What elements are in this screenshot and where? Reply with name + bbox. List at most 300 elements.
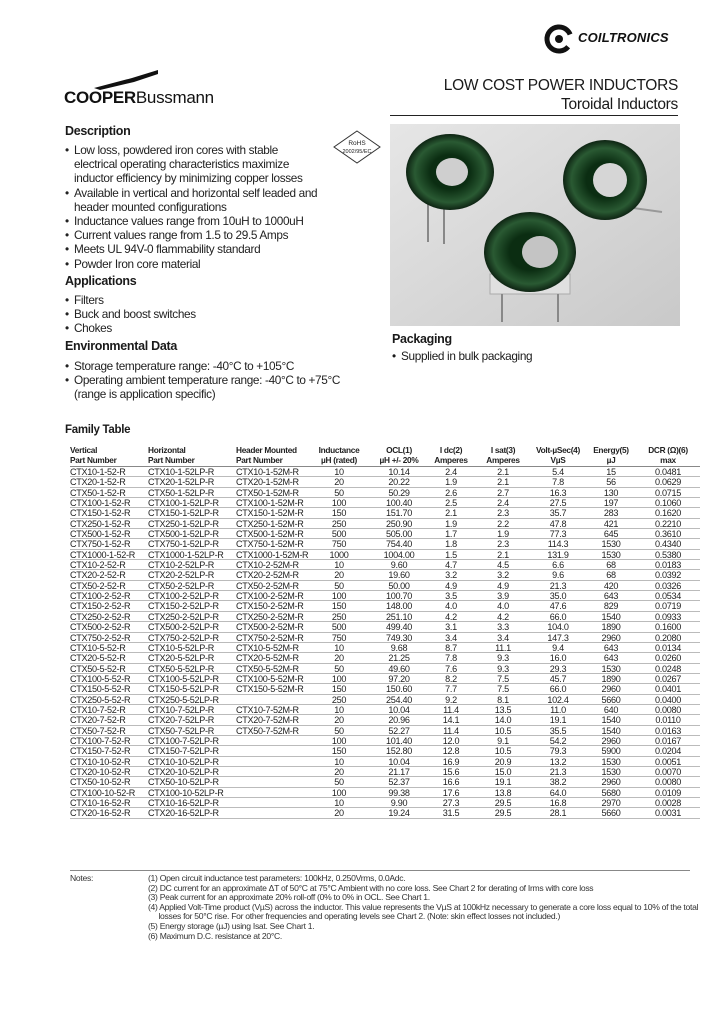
table-cell: CTX500-1-52-R: [70, 529, 131, 540]
table-cell: 49.60: [388, 663, 410, 674]
table-cell: 0.0183: [654, 560, 681, 571]
table-cell: 0.0719: [654, 601, 681, 612]
table-cell: 754.40: [385, 539, 412, 550]
table-cell: 3.5: [445, 591, 457, 602]
table-cell: 197: [603, 498, 619, 509]
table-cell: 10.14: [388, 467, 410, 477]
table-row: [70, 519, 700, 529]
table-cell: CTX1000-1-52LP-R: [148, 549, 224, 560]
table-cell: 50.00: [388, 580, 410, 591]
table-cell: 2.2: [497, 518, 509, 529]
table-cell: 50: [334, 777, 344, 788]
table-cell: 750: [331, 539, 347, 550]
table-cell: 10.04: [388, 756, 410, 767]
table-row: [70, 788, 700, 798]
table-cell: 0.0163: [654, 725, 681, 736]
table-cell: 1530: [601, 756, 621, 767]
table-row: [70, 601, 700, 611]
table-cell: CTX50-5-52M-R: [236, 663, 299, 674]
table-cell: 645: [603, 529, 619, 540]
table-cell: 150: [331, 684, 347, 695]
table-cell: 251.10: [385, 611, 412, 622]
table-cell: 66.0: [549, 684, 567, 695]
table-cell: 16.6: [442, 777, 460, 788]
table-cell: CTX750-2-52M-R: [236, 632, 304, 643]
table-cell: 19.60: [388, 570, 410, 581]
table-cell: 10.5: [494, 725, 512, 736]
table-cell: 79.3: [549, 746, 567, 757]
table-cell: 0.0080: [654, 777, 681, 788]
table-cell: 131.9: [547, 549, 569, 560]
table-cell: 29.5: [494, 808, 512, 819]
table-cell: 50: [334, 580, 344, 591]
table-cell: 250: [331, 694, 347, 705]
table-cell: 16.8: [549, 798, 567, 808]
table-cell: CTX10-5-52LP-R: [148, 642, 215, 653]
table-cell: 2960: [601, 632, 621, 643]
application-item: • Chokes: [65, 321, 196, 335]
table-cell: CTX10-16-52-R: [70, 798, 131, 808]
table-cell: CTX50-10-52LP-R: [148, 777, 219, 788]
table-row: [70, 746, 700, 756]
table-cell: 54.2: [549, 735, 567, 746]
table-cell: 2960: [601, 777, 621, 788]
coiltronics-wordmark: COILTRONICS: [578, 30, 669, 45]
table-cell: 500: [331, 622, 347, 633]
table-row: [70, 488, 700, 498]
environmental-list: [65, 359, 340, 402]
table-cell: 10.04: [388, 704, 410, 715]
table-cell: 750: [331, 632, 347, 643]
table-cell: CTX100-5-52M-R: [236, 673, 304, 684]
table-cell: CTX20-10-52-R: [70, 766, 131, 777]
table-cell: 10: [334, 704, 344, 715]
table-row: [70, 726, 700, 736]
table-cell: 20.9: [494, 756, 512, 767]
application-item: • Filters: [65, 293, 196, 307]
table-row: [70, 612, 700, 622]
table-row: [70, 664, 700, 674]
table-cell: CTX20-16-52LP-R: [148, 808, 219, 819]
table-cell: 9.2: [445, 694, 457, 705]
table-cell: CTX500-1-52LP-R: [148, 529, 219, 540]
table-cell: 9.3: [497, 653, 509, 664]
table-cell: 17.6: [442, 787, 460, 798]
note-item: (1) Open circuit inductance test parameters: 100kHz, 0.250Vrms, 0.0Adc.: [148, 873, 406, 883]
table-cell: 5900: [601, 746, 621, 757]
description-item: • Inductance values range from 10uH to 1000uH: [65, 214, 317, 228]
table-cell: 8.2: [445, 673, 457, 684]
table-cell: 9.3: [497, 663, 509, 674]
table-cell: 31.5: [442, 808, 460, 819]
table-cell: 148.00: [385, 601, 412, 612]
table-cell: 2.1: [497, 477, 509, 488]
table-cell: 4.2: [497, 611, 509, 622]
table-cell: CTX10-7-52M-R: [236, 704, 299, 715]
table-cell: 28.1: [549, 808, 567, 819]
title-block: [378, 76, 678, 114]
table-cell: 0.1060: [654, 498, 681, 509]
table-cell: CTX500-2-52LP-R: [148, 622, 219, 633]
environmental-item: • Operating ambient temperature range: -40°C to +75°C (range is application specific): [65, 373, 340, 401]
table-header-cell: I sat(3) Amperes: [486, 445, 520, 465]
table-row: [70, 539, 700, 549]
table-cell: CTX20-2-52-R: [70, 570, 126, 581]
table-row: [70, 622, 700, 632]
table-cell: 4.0: [445, 601, 457, 612]
table-cell: 99.38: [388, 787, 410, 798]
table-cell: 1.9: [445, 518, 457, 529]
table-cell: 20: [334, 808, 344, 819]
table-cell: 11.4: [443, 704, 459, 715]
table-cell: 1.5: [445, 549, 457, 560]
table-cell: CTX20-7-52LP-R: [148, 715, 215, 726]
table-row: [70, 736, 700, 746]
table-cell: 2.1: [497, 467, 509, 477]
table-cell: CTX100-7-52LP-R: [148, 735, 219, 746]
coiltronics-logo: [544, 22, 694, 54]
table-cell: CTX50-2-52M-R: [236, 580, 299, 591]
table-cell: 15.6: [442, 766, 460, 777]
table-cell: 1530: [601, 539, 621, 550]
table-cell: CTX50-1-52M-R: [236, 487, 299, 498]
table-cell: 35.5: [549, 725, 567, 736]
table-cell: 0.0134: [654, 642, 681, 653]
family-table-heading: Family Table: [65, 424, 131, 436]
table-cell: 100: [331, 735, 347, 746]
table-cell: 0.0260: [654, 653, 681, 664]
packaging-heading: Packaging: [392, 332, 452, 346]
table-cell: 2.7: [497, 487, 509, 498]
table-cell: CTX150-2-52M-R: [236, 601, 304, 612]
table-cell: 9.4: [552, 642, 564, 653]
table-cell: CTX150-5-52-R: [70, 684, 131, 695]
table-cell: 0.2210: [654, 518, 681, 529]
table-cell: 1.9: [497, 529, 509, 540]
table-cell: 4.2: [445, 611, 457, 622]
table-cell: 2.1: [497, 549, 509, 560]
table-cell: CTX1000-1-52-R: [70, 549, 136, 560]
table-cell: 1.9: [445, 477, 457, 488]
table-cell: 11.4: [443, 725, 459, 736]
table-cell: 66.0: [549, 611, 567, 622]
table-cell: 421: [603, 518, 619, 529]
table-cell: 4.0: [497, 601, 509, 612]
rohs-line2: 2002/95/EC: [342, 149, 372, 155]
table-cell: 1.7: [445, 529, 457, 540]
table-cell: 0.0534: [654, 591, 681, 602]
table-cell: CTX20-1-52M-R: [236, 477, 299, 488]
table-row: [70, 498, 700, 508]
table-cell: 2960: [601, 735, 621, 746]
table-cell: 254.40: [385, 694, 412, 705]
note-item: (6) Maximum D.C. resistance at 20°C.: [148, 930, 282, 941]
table-cell: 104.0: [547, 622, 569, 633]
table-cell: 643: [603, 591, 619, 602]
table-cell: 47.6: [549, 601, 567, 612]
table-cell: 4.7: [445, 560, 457, 571]
table-cell: 97.20: [388, 673, 410, 684]
table-cell: CTX250-5-52LP-R: [148, 694, 219, 705]
table-cell: CTX50-10-52-R: [70, 777, 131, 788]
table-cell: CTX500-1-52M-R: [236, 529, 304, 540]
description-item: • Low loss, powdered iron cores with stable electrical operating characteristics maximize inductor efficiency by minimizing copper losses: [65, 143, 317, 186]
table-cell: CTX100-7-52-R: [70, 735, 131, 746]
table-cell: CTX20-2-52LP-R: [148, 570, 215, 581]
table-cell: 10: [334, 467, 344, 477]
table-cell: 7.6: [445, 663, 457, 674]
table-cell: CTX50-7-52M-R: [236, 725, 299, 736]
note-item: losses for 50°C rise. For other frequencies and operating levels see Chart 2. (Note: skin effect losses not included.): [148, 911, 561, 922]
table-cell: 9.60: [390, 560, 408, 571]
table-header-cell: Inductance µH (rated): [318, 445, 360, 465]
table-cell: 0.1600: [654, 622, 681, 633]
table-cell: CTX10-10-52-R: [70, 756, 131, 767]
table-row: [70, 684, 700, 694]
table-row: [70, 767, 700, 777]
table-cell: 3.2: [497, 570, 509, 581]
table-cell: 3.4: [445, 632, 457, 643]
table-cell: 11.0: [550, 704, 566, 715]
table-cell: CTX150-2-52-R: [70, 601, 131, 612]
table-cell: 1540: [601, 611, 621, 622]
notes-section: [70, 870, 699, 941]
table-cell: 250: [331, 518, 347, 529]
packaging-list: [392, 349, 532, 363]
table-cell: 3.2: [445, 570, 457, 581]
table-cell: 0.0392: [654, 570, 681, 581]
table-cell: 420: [603, 580, 619, 591]
table-cell: 150: [331, 508, 347, 519]
table-cell: 1540: [601, 725, 621, 736]
table-cell: 829: [603, 601, 619, 612]
table-cell: CTX50-5-52LP-R: [148, 663, 215, 674]
table-cell: 68: [606, 570, 616, 581]
table-cell: CTX250-1-52M-R: [236, 518, 304, 529]
description-item: • Meets UL 94V-0 flammability standard: [65, 242, 317, 256]
table-cell: CTX50-7-52-R: [70, 725, 126, 736]
application-item: • Buck and boost switches: [65, 307, 196, 321]
table-cell: 21.3: [549, 766, 567, 777]
rohs-line1: RoHS: [348, 140, 366, 147]
table-cell: 152.80: [385, 746, 412, 757]
table-cell: CTX20-7-52M-R: [236, 715, 299, 726]
table-cell: CTX100-1-52M-R: [236, 498, 304, 509]
table-cell: CTX20-16-52-R: [70, 808, 131, 819]
table-cell: 4.9: [497, 580, 509, 591]
table-cell: CTX10-7-52LP-R: [148, 704, 215, 715]
table-cell: 0.0031: [654, 808, 681, 819]
table-cell: 100: [331, 673, 347, 684]
table-cell: 27.3: [442, 798, 460, 808]
table-cell: 0.3610: [654, 529, 681, 540]
applications-list: [65, 293, 196, 336]
table-cell: 2.6: [445, 487, 457, 498]
table-cell: CTX20-5-52M-R: [236, 653, 299, 664]
table-cell: CTX100-2-52LP-R: [148, 591, 219, 602]
table-cell: CTX20-10-52LP-R: [148, 766, 219, 777]
table-cell: CTX10-1-52M-R: [236, 467, 299, 477]
table-cell: CTX100-2-52-R: [70, 591, 131, 602]
table-cell: 15: [606, 467, 616, 477]
table-cell: 13.2: [549, 756, 567, 767]
table-cell: 1540: [601, 715, 621, 726]
table-cell: 45.7: [549, 673, 567, 684]
table-cell: 10: [334, 756, 344, 767]
table-cell: 9.6: [552, 570, 564, 581]
table-cell: 2.3: [497, 508, 509, 519]
table-cell: 100: [331, 498, 347, 509]
table-cell: 10.5: [494, 746, 512, 757]
table-cell: 35.0: [549, 591, 567, 602]
table-cell: 0.0481: [654, 467, 681, 477]
cooper-bussmann-logo: [64, 68, 254, 110]
table-row: [70, 550, 700, 560]
table-cell: 7.7: [445, 684, 457, 695]
table-cell: 5660: [601, 694, 621, 705]
table-cell: 2.4: [445, 467, 457, 477]
table-row: [70, 570, 700, 580]
table-cell: 130: [603, 487, 619, 498]
environmental-item: • Storage temperature range: -40°C to +105°C: [65, 359, 340, 373]
table-cell: 16.3: [549, 487, 567, 498]
table-cell: 1000: [329, 549, 349, 560]
table-cell: CTX250-5-52-R: [70, 694, 131, 705]
family-table: [70, 445, 700, 819]
table-cell: 150: [331, 746, 347, 757]
table-cell: 1890: [601, 673, 621, 684]
table-cell: 0.0933: [654, 611, 681, 622]
table-cell: CTX750-1-52-R: [70, 539, 131, 550]
table-cell: CTX150-1-52-R: [70, 508, 131, 519]
table-cell: 19.1: [549, 715, 567, 726]
table-cell: 7.8: [552, 477, 564, 488]
table-cell: 1530: [601, 663, 621, 674]
table-cell: 100.40: [385, 498, 412, 509]
table-body: [70, 467, 700, 819]
table-header-cell: Vertical Part Number: [70, 445, 117, 465]
table-cell: 20: [334, 715, 344, 726]
page-subtitle: Toroidal Inductors: [561, 96, 678, 113]
table-cell: 10: [334, 642, 344, 653]
table-cell: 0.0051: [654, 756, 681, 767]
table-cell: CTX20-7-52-R: [70, 715, 126, 726]
table-row: [70, 477, 700, 487]
table-cell: 21.3: [549, 580, 567, 591]
table-cell: 8.7: [445, 642, 457, 653]
table-cell: CTX50-1-52LP-R: [148, 487, 215, 498]
table-cell: CTX100-5-52-R: [70, 673, 131, 684]
table-cell: 35.7: [549, 508, 567, 519]
table-header: [70, 445, 700, 467]
table-cell: CTX100-10-52-R: [70, 787, 136, 798]
table-cell: 50: [334, 725, 344, 736]
table-cell: CTX10-1-52LP-R: [148, 467, 215, 477]
table-cell: CTX750-2-52-R: [70, 632, 131, 643]
table-cell: CTX150-5-52M-R: [236, 684, 304, 695]
table-header-cell: Energy(5) µJ: [593, 445, 629, 465]
coiltronics-mark-icon: [544, 24, 574, 54]
table-cell: 4.9: [445, 580, 457, 591]
table-cell: 9.90: [390, 798, 408, 808]
table-cell: 50: [334, 663, 344, 674]
table-cell: 0.0110: [655, 715, 681, 726]
table-cell: CTX100-5-52LP-R: [148, 673, 219, 684]
table-cell: 3.3: [497, 622, 509, 633]
table-cell: 0.0080: [654, 704, 681, 715]
table-cell: 8.1: [497, 694, 509, 705]
table-cell: 0.0167: [654, 735, 681, 746]
table-cell: CTX10-10-52LP-R: [148, 756, 219, 767]
table-cell: 50.29: [388, 487, 410, 498]
table-cell: 1530: [601, 549, 621, 560]
note-item: (4) Applied Volt-Time product (VµS) across the inductor. This value represents the VµS at 100kHz necessary to generate a core loss equal to 10% of the total: [148, 901, 699, 912]
title-rule: [390, 115, 678, 116]
table-cell: 0.0028: [654, 798, 681, 808]
table-cell: 9.1: [497, 735, 509, 746]
product-photo: [390, 124, 680, 326]
table-cell: 50: [334, 487, 344, 498]
table-cell: CTX10-2-52-R: [70, 560, 126, 571]
table-cell: 100: [331, 591, 347, 602]
cooper-wordmark: COOPERBussmann: [64, 88, 214, 107]
table-cell: 12.8: [442, 746, 460, 757]
table-cell: CTX20-5-52LP-R: [148, 653, 215, 664]
table-cell: 47.8: [549, 518, 567, 529]
table-row: [70, 808, 700, 818]
table-cell: CTX10-7-52-R: [70, 704, 126, 715]
table-cell: 250.90: [385, 518, 412, 529]
table-cell: 29.3: [549, 663, 567, 674]
table-cell: 20: [334, 477, 344, 488]
table-cell: CTX10-5-52-R: [70, 642, 126, 653]
table-cell: 100: [331, 787, 347, 798]
table-cell: 12.0: [442, 735, 460, 746]
table-cell: 0.2080: [654, 632, 681, 643]
table-cell: CTX150-1-52M-R: [236, 508, 304, 519]
table-cell: 16.9: [442, 756, 460, 767]
table-cell: CTX150-2-52LP-R: [148, 601, 219, 612]
table-cell: 21.25: [388, 653, 410, 664]
note-item: (5) Energy storage (µJ) using Isat. See Chart 1.: [148, 920, 315, 931]
description-list: [65, 143, 317, 271]
note-item: (2) DC current for an approximate ΔT of 50°C at 75°C Ambient with no core loss. See Chart 2 for derating of Irms with core loss: [148, 882, 594, 893]
table-cell: CTX250-2-52-R: [70, 611, 131, 622]
table-cell: CTX750-1-52M-R: [236, 539, 304, 550]
table-cell: 13.5: [494, 704, 512, 715]
table-cell: 10: [334, 798, 344, 808]
rohs-badge-icon: [333, 130, 381, 164]
table-header-cell: DCR (Ω)(6) max: [648, 445, 688, 465]
table-cell: 5.4: [552, 467, 564, 477]
table-header-cell: Header Mounted Part Number: [236, 445, 297, 465]
table-cell: CTX250-2-52LP-R: [148, 611, 219, 622]
table-cell: CTX750-1-52LP-R: [148, 539, 219, 550]
table-cell: CTX150-1-52LP-R: [148, 508, 219, 519]
table-cell: 2.1: [445, 508, 457, 519]
table-cell: CTX100-1-52-R: [70, 498, 131, 509]
table-cell: 20: [334, 653, 344, 664]
table-cell: CTX500-2-52M-R: [236, 622, 304, 633]
description-item: • Powder Iron core material: [65, 257, 317, 271]
table-cell: 0.0401: [654, 684, 681, 695]
table-cell: 5680: [601, 787, 621, 798]
table-cell: 13.8: [494, 787, 512, 798]
table-cell: 0.0715: [654, 487, 681, 498]
table-cell: 101.40: [385, 735, 412, 746]
table-cell: 14.1: [442, 715, 460, 726]
table-cell: CTX750-2-52LP-R: [148, 632, 219, 643]
